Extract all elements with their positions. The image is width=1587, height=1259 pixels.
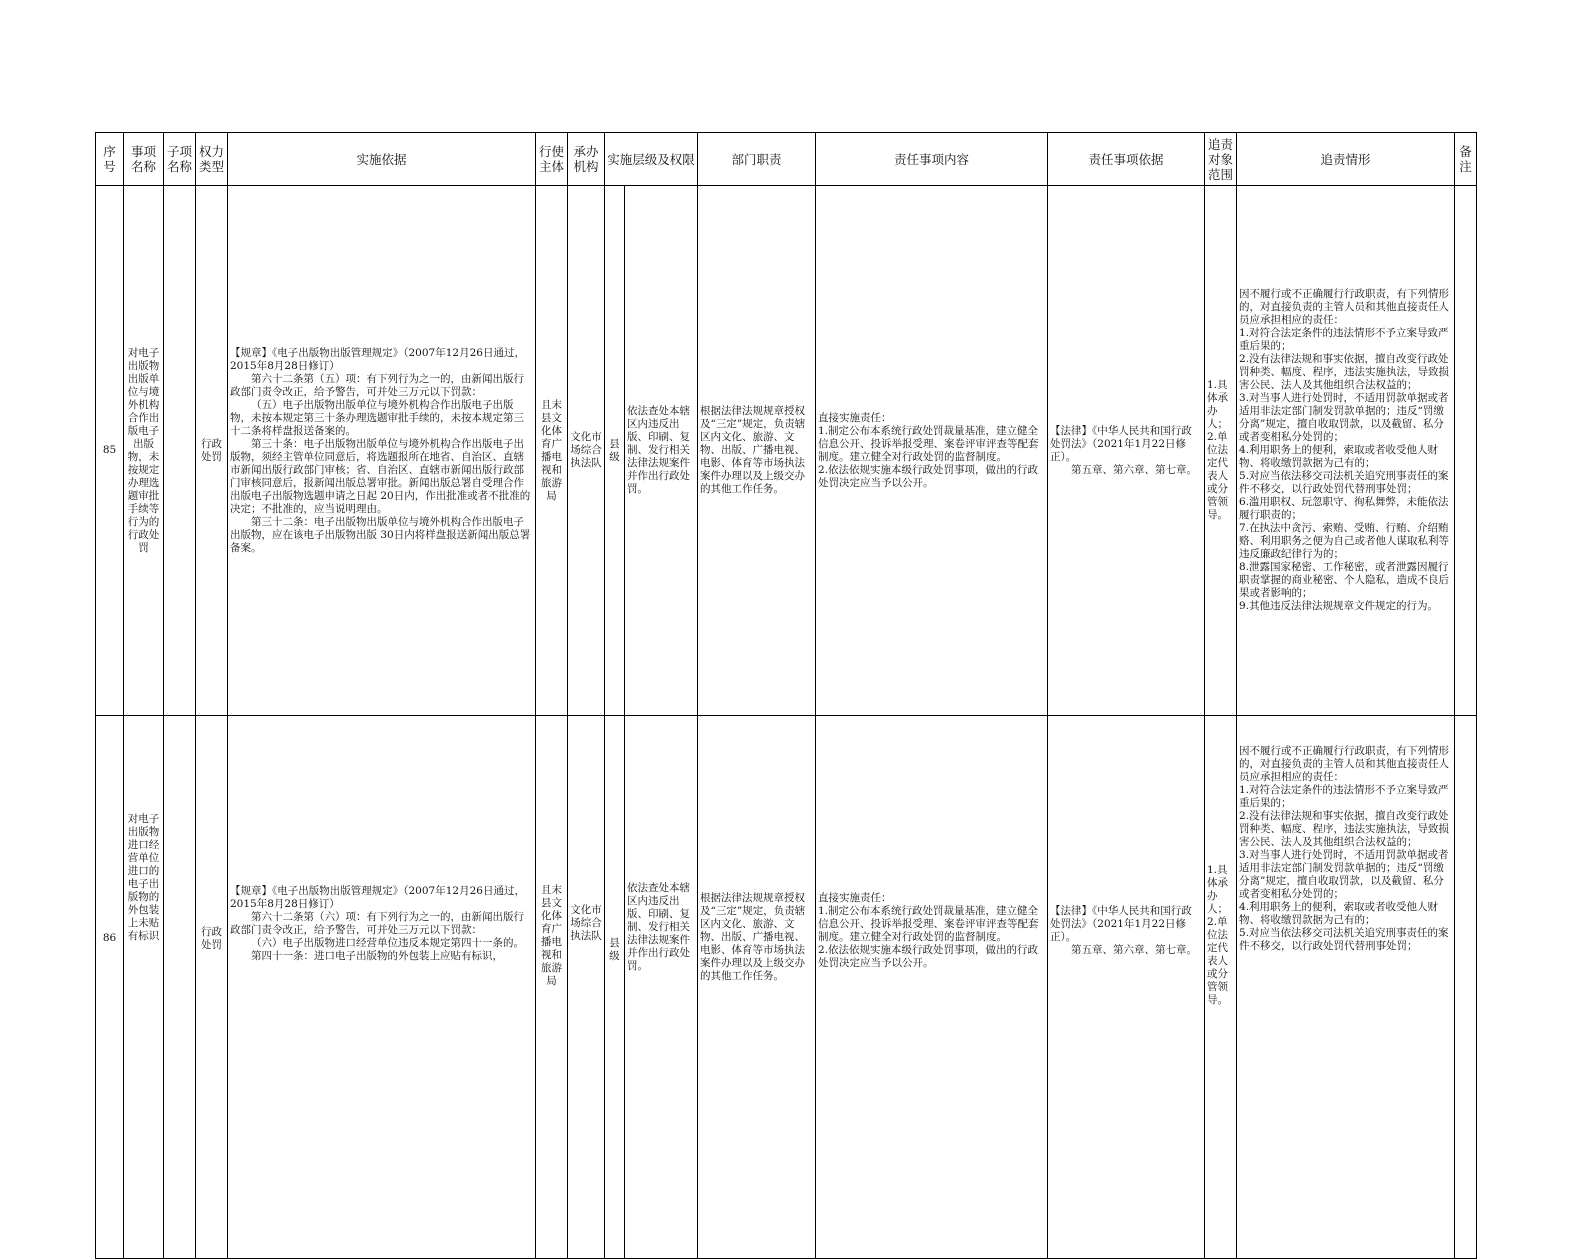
row-resp-text: 直接实施责任： 1.制定公布本系统行政处罚裁量基准，建立健全信息公开、投诉举报受理、案卷评审评查等配套制度。建立健全对行政处罚的监督制度。 2.依法依规实施本级行政处罚事项，做出的行政处罚决定应当予以公开。 <box>818 892 1039 969</box>
row-account <box>1237 716 1455 1259</box>
row-resp-basis <box>1048 186 1205 716</box>
header-sub: 子项名称 <box>164 133 196 186</box>
row-resp: 直接实施责任： 1.制定公布本系统行政处罚裁量基准，建立健全信息公开、投诉举报受理、案卷评审评查等配套制度。建立健全对行政处罚的监督制度。 2.依法依规实施本级行政处罚事项，做出的行政处罚决定应当予以公开。 <box>816 186 1048 716</box>
row-duty: 根据法律法规规章授权及“三定”规定，负责辖区内文化、旅游、文物、出版、广播电视、电影、体育等市场执法案件办理以及上级交办的其他工作任务。 <box>698 186 816 716</box>
header-resp: 责任事项内容 <box>816 133 1048 186</box>
row-type <box>196 716 228 1259</box>
row-sub <box>164 186 196 716</box>
row-scope-text: 1.具体承办人； 2.单位法定代表人或分管领导。 <box>1207 864 1229 1006</box>
table-viewport <box>95 132 1476 1006</box>
header-note: 备注 <box>1455 133 1477 186</box>
header-name: 事项名称 <box>124 133 164 186</box>
row-basis <box>228 716 536 1259</box>
header-row <box>96 133 1477 186</box>
resp-basis-chapters: 第五章、第六章、第七章。 <box>1071 463 1198 476</box>
power-list-table <box>95 132 1477 1259</box>
header-account: 追责情形 <box>1237 133 1455 186</box>
row-name-text: 对电子出版物进口经营单位进口的电子出版物的外包装上未贴有标识 <box>127 813 160 942</box>
row-scope: 1.具体承办人； 2.单位法定代表人或分管领导。 <box>1205 186 1237 716</box>
basis-para: 第四十一条：进口电子出版物的外包装上应贴有标识， <box>251 950 503 962</box>
row-level: 县级 <box>605 186 625 716</box>
header-org: 承办机构 <box>568 133 605 186</box>
row-no: 85 <box>96 186 124 716</box>
row-resp <box>816 716 1048 1259</box>
header-resp-basis: 责任事项依据 <box>1048 133 1205 186</box>
basis-para: （六）电子出版物进口经营单位违反本规定第四十一条的。 <box>251 937 524 949</box>
row-resp-basis <box>1048 716 1205 1259</box>
header-subject: 行使主体 <box>536 133 568 186</box>
resp-basis-chapters: 第五章、第六章、第七章。 <box>1071 944 1198 956</box>
row-level-desc <box>625 716 698 1259</box>
basis-para: 第三十二条：电子出版物出版单位与境外机构合作出版电子出版物，应在该电子出版物出版 30日内将样盘报送新闻出版总署备案。 <box>230 515 531 554</box>
resp-basis-law: 【法律】《中华人民共和国行政处罚法》（2021年1月22日修正）。 <box>1050 905 1192 943</box>
header-basis: 实施依据 <box>228 133 536 186</box>
basis-para: 第六十二条第（六）项：有下列行为之一的，由新闻出版行政部门责令改正，给予警告，可并处三万元以下罚款： <box>230 911 524 936</box>
row-subject-text: 且末县文化体育广播电视和旅游局 <box>541 884 562 987</box>
row-duty <box>698 716 816 1259</box>
row-level-text: 县级 <box>609 937 620 962</box>
header-scope: 追责对象范围 <box>1205 133 1237 186</box>
row-name: 对电子出版物出版单位与境外机构合作出版电子出版物，未按规定办理选题审批手续等行为的行政处罚 <box>124 186 164 716</box>
row-level-desc-text: 依法查处本辖区内违反出版、印刷、复制、发行相关法律法规案件并作出行政处罚。 <box>627 882 690 972</box>
row-account: 因不履行或不正确履行行政职责，有下列情形的，对直接负责的主管人员和其他直接责任人员应承担相应的责任： 1.对符合法定条件的违法情形不予立案导致严重后果的； 2.没有法律法规和事实依据，擅自改变行政处罚种类、幅度、程序，违法实施执法，导致损害公民、法人及其他组织合法权益的； 3.对当事人进行处罚时，不适用罚款单据或者适用非法定部门制发罚款单据的；违反“罚缴分离”规定，擅自收取罚款，以及截留、私分或者变相私分处罚的； 4.利用职务上的便利，索取或者收受他人财物、将收缴罚款据为己有的； 5.对应当依法移交司法机关追究刑事责任的案件不移交，以行政处罚代替刑事处罚； 6.滥用职权、玩忽职守、徇私舞弊，未能依法履行职责的； 7.在执法中贪污、索贿、受贿、行贿、介绍贿赂、利用职务之便为自己或者他人谋取私利等违反廉政纪律行为的； 8.泄露国家秘密、工作秘密，或者泄露因履行职责掌握的商业秘密、个人隐私，造成不良后果或者影响的； 9.其他违反法律法规规章文件规定的行为。 <box>1237 186 1455 716</box>
row-sub <box>164 716 196 1259</box>
row-org <box>568 716 605 1259</box>
basis-title: 【规章】《电子出版物出版管理规定》（2007年12月26日通过，2015年8月28日修订） <box>230 885 525 910</box>
table-row <box>96 186 1477 716</box>
row-no-text: 86 <box>102 932 117 944</box>
row-name <box>124 716 164 1259</box>
row-subject: 且末县文化体育广播电视和旅游局 <box>536 186 568 716</box>
row-no <box>96 716 124 1259</box>
row-org: 文化市场综合执法队 <box>568 186 605 716</box>
row-scope <box>1205 716 1237 1259</box>
row-org-text: 文化市场综合执法队 <box>570 904 602 942</box>
header-level: 实施层级及权限 <box>605 133 698 186</box>
basis-title: 【规章】《电子出版物出版管理规定》（2007年12月26日通过，2015年8月28日修订） <box>230 346 525 372</box>
resp-basis-law: 【法律】《中华人民共和国行政处罚法》（2021年1月22日修正）。 <box>1050 424 1192 463</box>
basis-para: 第六十二条第（五）项：有下列行为之一的，由新闻出版行政部门责令改正，给予警告，可并处三万元以下罚款： <box>230 372 524 398</box>
row-basis <box>228 186 536 716</box>
header-type: 权力类型 <box>196 133 228 186</box>
basis-para: （五）电子出版物出版单位与境外机构合作出版电子出版物，未按本规定第三十条办理选题审批手续的，未按本规定第三十二条将样盘报送备案的。 <box>230 398 524 437</box>
row-note <box>1455 716 1477 1259</box>
basis-para: 第三十条：电子出版物出版单位与境外机构合作出版电子出版物，须经主管单位同意后，将选题报所在地省、自治区、直辖市新闻出版行政部门审核；省、自治区、直辖市新闻出版行政部门审核同意后，报新闻出版总署审批。新闻出版总署自受理合作出版电子出版物选题申请之日起 20日内，作出批准或者不批准的决定；不批准的，应当说明理由。 <box>230 437 531 515</box>
row-level-desc: 依法查处本辖区内违反出版、印刷、复制、发行相关法律法规案件并作出行政处罚。 <box>625 186 698 716</box>
row-type: 行政处罚 <box>196 186 228 716</box>
row-subject <box>536 716 568 1259</box>
header-duty: 部门职责 <box>698 133 816 186</box>
row-type-text: 行政处罚 <box>201 926 222 951</box>
header-no: 序号 <box>96 133 124 186</box>
table-row <box>96 716 1477 1259</box>
row-duty-text: 根据法律法规规章授权及“三定”规定，负责辖区内文化、旅游、文物、出版、广播电视、电影、体育等市场执法案件办理以及上级交办的其他工作任务。 <box>700 892 806 982</box>
row-level <box>605 716 625 1259</box>
row-account-text: 因不履行或不正确履行行政职责，有下列情形的，对直接负责的主管人员和其他直接责任人员应承担相应的责任： 1.对符合法定条件的违法情形不予立案导致严重后果的； 2.没有法律法规和事实依据，擅自改变行政处罚种类、幅度、程序，违法实施执法，导致损害公民、法人及其他组织合法权益的； 3.对当事人进行处罚时，不适用罚款单据或者适用非法定部门制发罚款单据的；违反“罚缴分离”规定，擅自收取罚款，以及截留、私分或者变相私分处罚的； 4.利用职务上的便利，索取或者收受他人财物、将收缴罚款据为己有的； 5.对应当依法移交司法机关追究刑事责任的案件不移交，以行政处罚代替刑事处罚； <box>1239 745 1450 952</box>
row-note <box>1455 186 1477 716</box>
